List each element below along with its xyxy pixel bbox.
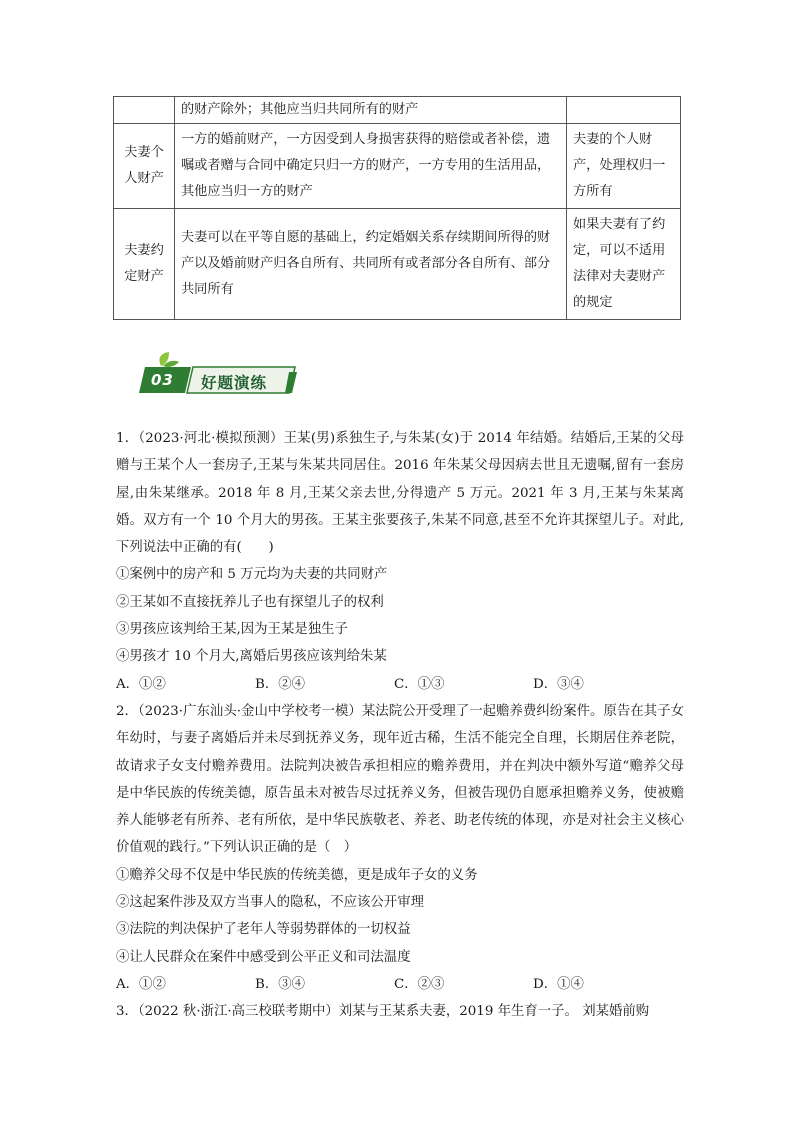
answer-options (116, 971, 684, 998)
question-stem: 1．（2023·河北·模拟预测）王某(男)系独生子,与朱某(女)于 2014 年结婚。结婚后,王某的父母赠与王某个人一套房子,王某与朱某共同居住。2016 年朱某父母因病去世且无遗嘱,留有一套房屋,由朱某继承。2018 年 8 月,王某父亲去世,分得遗产 5 万元。2021 年 3 月,王某与朱某离婚。双方有一个 10 个月大的男孩。王某主张要孩子,朱某不同意,甚至不允许其探望儿子。对此,下列说法中正确的有( ) (116, 431, 684, 556)
property-table (113, 96, 681, 320)
section-title: 好题演练 (201, 374, 268, 392)
option-c[interactable]: C．①③ (394, 676, 445, 692)
option-d[interactable]: D．③④ (533, 676, 584, 692)
table-cell-note: 夫妻的个人财产，处理权归一方所有 (567, 124, 681, 209)
question-3 (116, 998, 684, 1025)
statement: ③男孩应该判给王某,因为王某是独生子 (116, 622, 348, 638)
table-row (114, 97, 681, 124)
question-stem: 2．（2023·广东汕头·金山中学校考一模）某法院公开受理了一起赡养费纠纷案件。原告在其子女年幼时，与妻子离婚后并未尽到抚养义务，现年近古稀，生活不能完全自理，长期居住养老院，故请求子女支付赡养费用。法院判决被告承担相应的赡养费用，并在判决中额外写道“赡养父母是中华民族的传统美德，原告虽未对被告尽过抚养义务，但被告现仍自愿承担赡养义务，使被赡养人能够老有所养、老有所依，是中华民族敬老、养老、助老传统的体现，亦是对社会主义核心价值观的践行。”下列认识正确的是（ ） (116, 703, 684, 856)
table-cell-content: 夫妻可以在平等自愿的基础上，约定婚姻关系存续期间所得的财产以及婚前财产归各自所有、共同所有或者部分各自所有、部分共同所有 (175, 209, 567, 320)
section-badge (139, 352, 299, 396)
questions (116, 425, 684, 1026)
table-cell-category: 夫妻个人财产 (114, 124, 175, 209)
question-stem: 3．（2022 秋·浙江·高三校联考期中）刘某与王某系夫妻，2019 年生育一子。 刘某婚前购 (116, 1004, 650, 1020)
option-a[interactable]: A．①② (116, 676, 166, 692)
table-cell-category: 夫妻约定财产 (114, 209, 175, 320)
table-cell-category (114, 97, 175, 124)
table-cell-content: 的财产除外；其他应当归共同所有的财产 (175, 97, 567, 124)
statement: ④男孩才 10 个月大,离婚后男孩应该判给朱某 (116, 649, 387, 665)
table-cell-note: 如果夫妻有了约定，可以不适用法律对夫妻财产的规定 (567, 209, 681, 320)
option-d[interactable]: D．①④ (533, 976, 584, 992)
question-2 (116, 698, 684, 998)
statement: ①赡养父母不仅是中华民族的传统美德，更是成年子女的义务 (116, 867, 478, 883)
statement: ③法院的判决保护了老年人等弱势群体的一切权益 (116, 922, 411, 938)
option-b[interactable]: B．②④ (255, 676, 306, 692)
table-cell-note (567, 97, 681, 124)
statement: ④让人民群众在案件中感受到公平正义和司法温度 (116, 949, 411, 965)
statement: ②这起案件涉及双方当事人的隐私，不应该公开审理 (116, 895, 424, 911)
question-1 (116, 425, 684, 698)
table-row (114, 124, 681, 209)
answer-options (116, 671, 684, 698)
table-cell-content: 一方的婚前财产，一方因受到人身损害获得的赔偿或者补偿，遗嘱或者赠与合同中确定只归一方的财产，一方专用的生活用品，其他应当归一方的财产 (175, 124, 567, 209)
option-b[interactable]: B．③④ (255, 976, 306, 992)
table-row (114, 209, 681, 320)
option-c[interactable]: C．②③ (394, 976, 445, 992)
section-number: 03 (151, 371, 174, 389)
option-a[interactable]: A．①② (116, 976, 166, 992)
statement: ②王某如不直接抚养儿子也有探望儿子的权利 (116, 594, 384, 610)
statement: ①案例中的房产和 5 万元均为夫妻的共同财产 (116, 567, 388, 583)
